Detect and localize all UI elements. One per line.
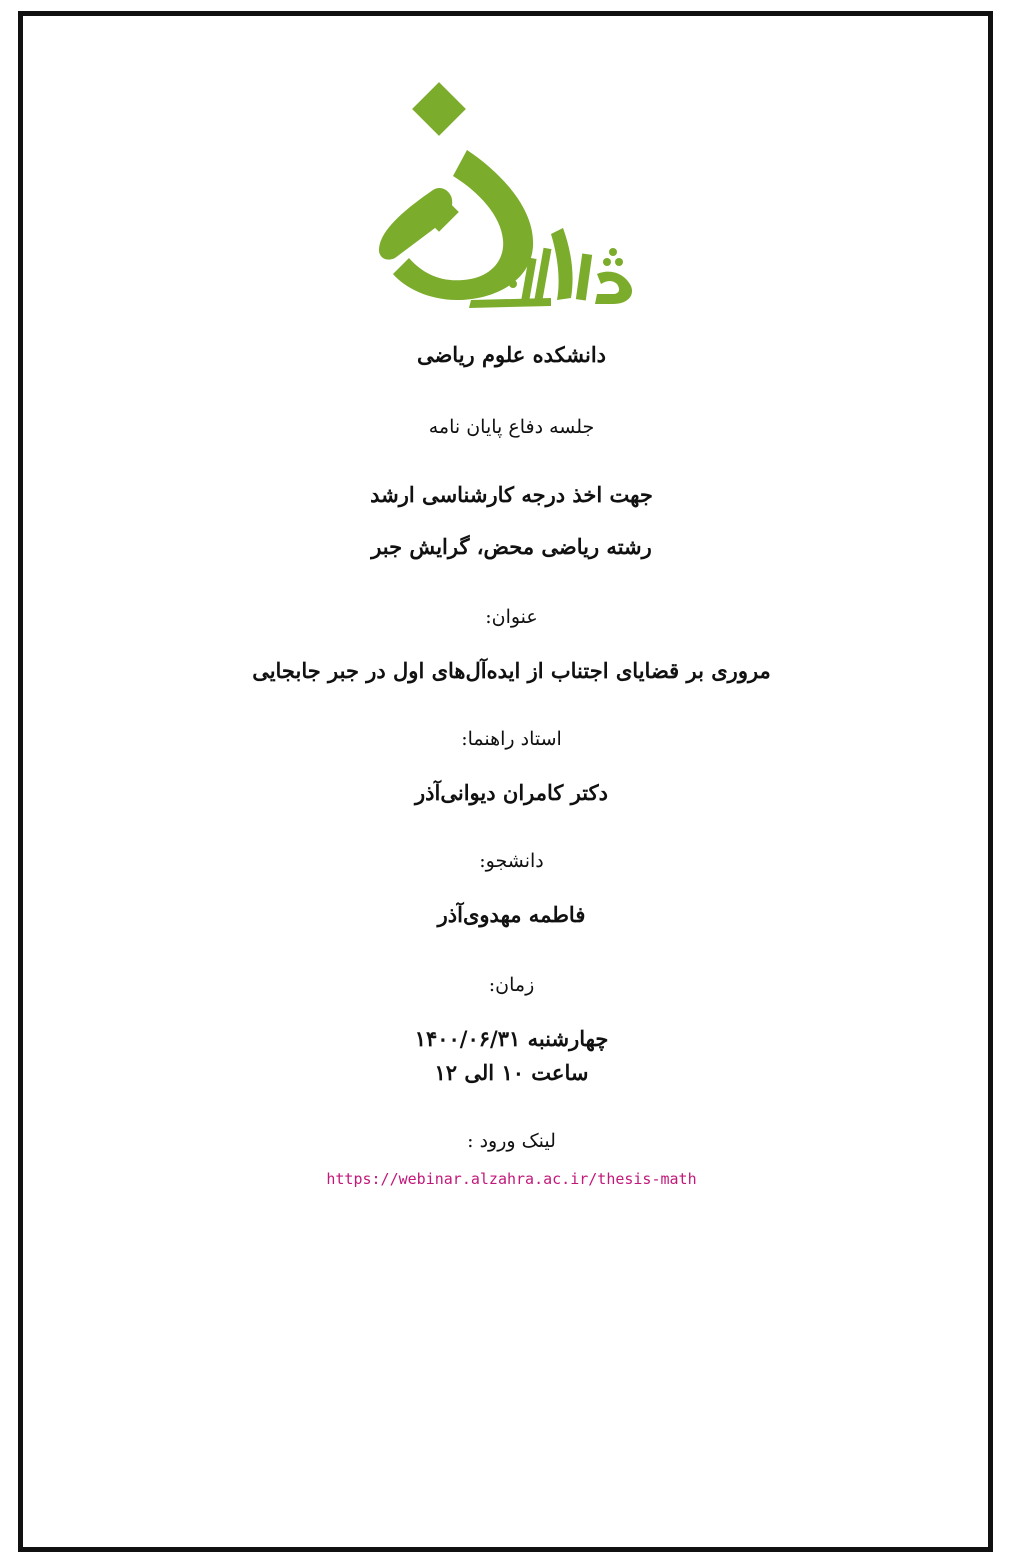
session-title: جلسه دفاع پایان نامه bbox=[428, 416, 595, 438]
faculty-name: دانشکده علوم ریاضی bbox=[416, 342, 607, 367]
defense-hours: ساعت ۱۰ الی ۱۲ bbox=[434, 1060, 589, 1085]
student-label: دانشجو: bbox=[479, 850, 544, 872]
student-name: فاطمه مهدوی‌آذر bbox=[437, 902, 586, 927]
advisor-name: دکتر کامران دیوانی‌آذر bbox=[415, 780, 608, 805]
degree-line: جهت اخذ درجه کارشناسی ارشد bbox=[370, 482, 653, 507]
defense-date: چهارشنبه ۱۴۰۰/۰۶/۳۱ bbox=[414, 1026, 609, 1051]
advisor-label: استاد راهنما: bbox=[461, 728, 562, 750]
title-label: عنوان: bbox=[485, 606, 538, 628]
thesis-title: مروری بر قضایای اجتناب از ایده‌آل‌های اول در جبر جابجایی bbox=[252, 658, 771, 683]
link-label: لینک ورود : bbox=[467, 1130, 556, 1152]
alzahra-university-logo bbox=[375, 78, 647, 313]
field-line: رشته ریاضی محض، گرایش جبر bbox=[371, 534, 652, 559]
webinar-link[interactable]: https://webinar.alzahra.ac.ir/thesis-math bbox=[326, 1170, 697, 1188]
time-label: زمان: bbox=[488, 974, 535, 996]
